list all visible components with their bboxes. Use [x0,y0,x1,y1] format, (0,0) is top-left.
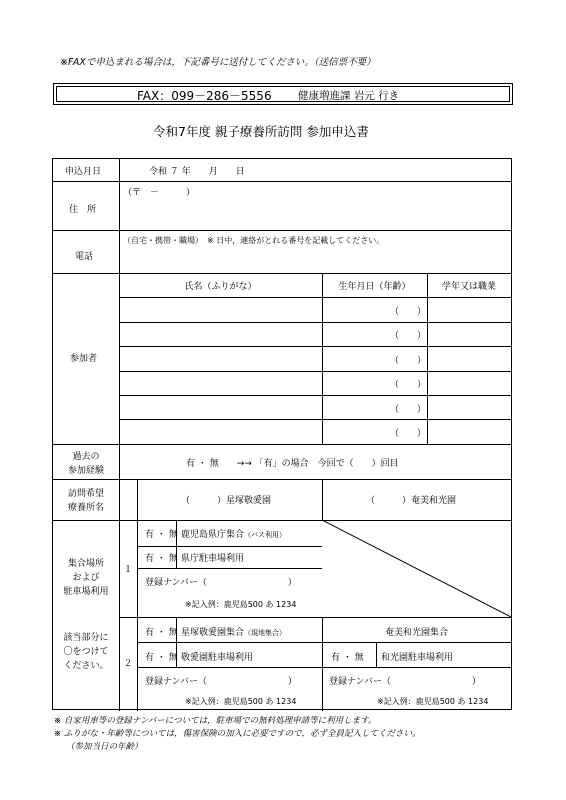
instruction-label-3: ください。 [63,661,109,671]
fax-note: ※FAXで申込まれる場合は，下記番号に送付してください。（送信票不要） [60,57,376,68]
option-number-2: ２ [123,659,133,669]
option-prefecture-parking: 県庁駐車場利用 [181,554,245,564]
plate-example-1: ※記入例：鹿児島500 あ 1234 [185,600,297,609]
phone-hint[interactable]: （自宅・携帯・職場） ※ 日中，連絡がとれる番号を記載してください。 [123,236,385,245]
option-prefecture-gather-label: 鹿児島県庁集合 [181,530,245,540]
option-hoshizuka-gather-note: （現地集合） [244,629,287,637]
address-label: 住 所 [69,205,97,215]
yes-no-1a[interactable]: 有 ・ 無 [145,530,178,540]
diagonal-strike [322,520,511,617]
phone-label: 電話 [75,252,94,262]
page-title: 令和7年度 親子療養所訪問 参加申込書 [153,124,369,139]
yes-no-2a[interactable]: 有 ・ 無 [145,628,178,638]
age-field-6[interactable]: （ ） [390,429,427,439]
past-label-2: 参加経験 [67,466,104,476]
footer-note-3: （参加当日の年齢） [66,742,143,752]
option-number-1: １ [123,565,133,575]
yes-no-1b[interactable]: 有 ・ 無 [145,554,178,564]
option-prefecture-gather [181,527,286,540]
facility-option-hoshizuka[interactable]: （ ）星塚敬愛園 [181,496,272,506]
age-field-4[interactable]: （ ） [390,380,427,390]
plate-field-1[interactable]: 登録ナンバー（ ） [145,578,297,588]
postal-code-field[interactable]: （〒 － ） [123,188,196,198]
age-field-2[interactable]: （ ） [390,331,427,341]
facility-label-2: 療養所名 [67,503,104,513]
facility-label-1: 訪問希望 [67,489,104,499]
age-field-1[interactable]: （ ） [390,307,427,317]
date-field[interactable]: 令和 ７ 年 月 日 [149,167,245,177]
date-label: 申込月日 [65,167,102,177]
plate-field-2[interactable]: 登録ナンバー（ ） [145,677,297,687]
footer-note-1: ※ 自家用車等の登録ナンバーについては，駐車場での無料処理申請等に利用します。 [54,716,377,726]
header-grade: 学年又は職業 [441,282,496,292]
plate-field-3[interactable]: 登録ナンバー（ ） [329,677,481,687]
age-field-3[interactable]: （ ） [390,356,427,366]
footer-note-2: ※ ふりがな・年齢等については，傷害保険の加入に必要ですので，必ず全員記入してください。 [54,729,421,739]
meeting-label-2: および [72,573,100,583]
yes-no-amami[interactable]: 有 ・ 無 [331,653,364,663]
meeting-label-3: 駐車場利用 [63,587,109,597]
past-experience-field[interactable]: 有 ・ 無 →→ 「有」の場合 今回で（ ）回目 [186,459,399,469]
plate-example-3: ※記入例：鹿児島500 あ 1234 [377,697,489,706]
past-label-1: 過去の [72,452,100,462]
option-prefecture-gather-note: （バス利用） [244,531,287,539]
facility-option-amami[interactable]: （ ）奄美和光園 [366,496,457,506]
header-birthdate: 生年月日（年齢） [338,282,411,292]
age-field-5[interactable]: （ ） [390,405,427,415]
instruction-label-1: 該当部分に [63,633,109,643]
yes-no-2b[interactable]: 有 ・ 無 [145,653,178,663]
fax-number: FAX：099－286－5556 [137,89,272,103]
option-hoshizuka-gather-label: 星塚敬愛園集合 [181,628,245,638]
application-form [52,158,512,710]
plate-example-2: ※記入例：鹿児島500 あ 1234 [185,697,297,706]
option-hoshizuka-gather [181,625,286,638]
meeting-label-1: 集合場所 [67,559,104,569]
option-amami-parking: 和光園駐車場利用 [381,653,454,663]
header-name: 氏名（ふりがな） [184,282,257,292]
option-hoshizuka-parking: 敬愛園駐車場利用 [181,653,254,663]
fax-department: 健康増進課 岩元 行き [298,90,400,102]
fax-box [53,83,513,105]
instruction-label-2: 〇をつけて [63,647,109,657]
option-amami-gather: 奄美和光園集合 [384,628,448,638]
participants-label: 参加者 [70,354,98,364]
